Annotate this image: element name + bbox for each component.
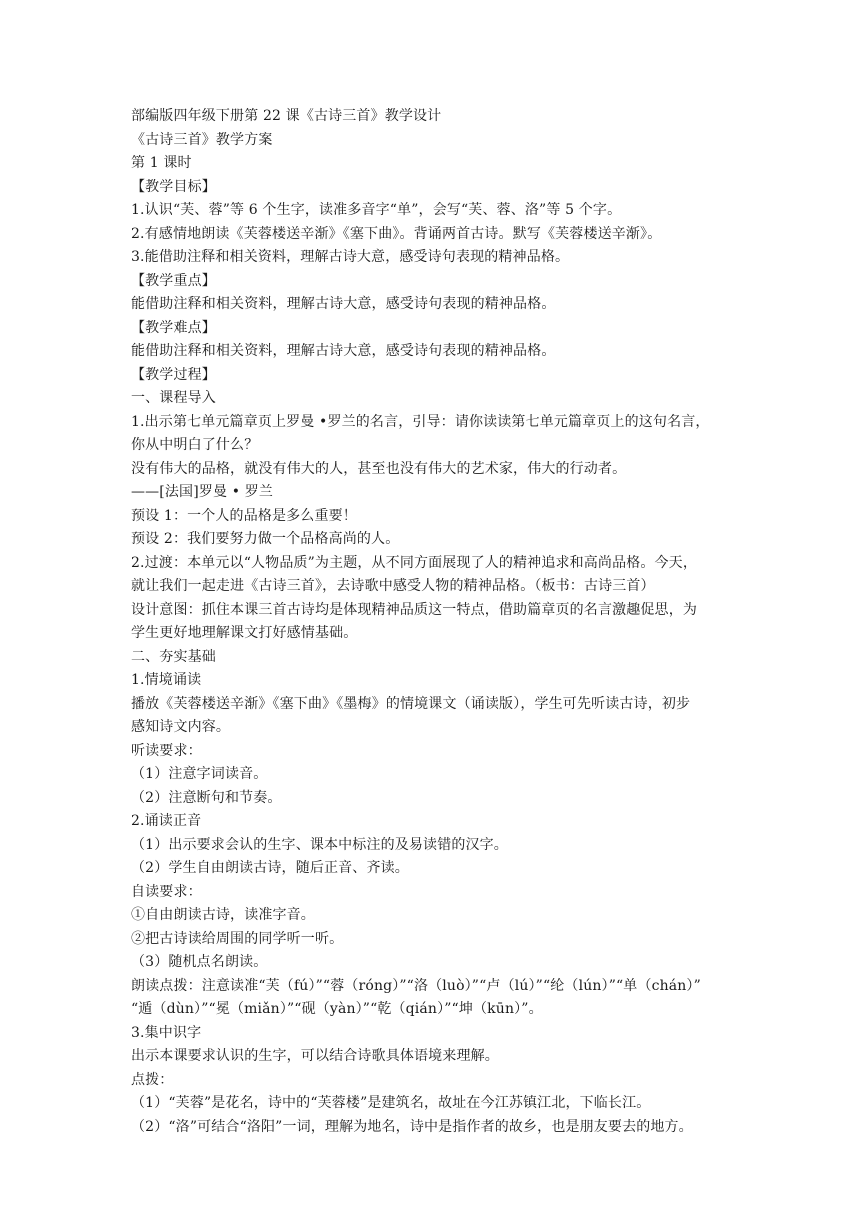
paragraph-line: 你从中明白了什么？ [131, 437, 259, 453]
list-item: （2）学生自由朗读古诗，随后正音、齐读。 [131, 860, 409, 876]
doc-title: 部编版四年级下册第 22 课《古诗三首》教学设计 [131, 108, 442, 124]
paragraph-line: 学生更好地理解课文打好感情基础。 [131, 625, 358, 641]
goal-item: 3.能借助注释和相关资料，理解古诗大意，感受诗句表现的精神品格。 [131, 249, 570, 265]
paragraph-line: “遁（dùn）”“冕（miǎn）”“砚（yàn）”“乾（qián）”“坤（kūn）”。 [131, 1001, 543, 1017]
lesson-period: 第 1 课时 [131, 155, 192, 171]
paragraph-line: 2.过渡：本单元以“人物品质”为主题，从不同方面展现了人的精神追求和高尚品格。今天， [131, 554, 697, 571]
paragraph-line: 朗读点拨：注意读准“芙（fú）”“蓉（róng）”“洛（luò）”“卢（lú）”“纶（lún）”“单（chán）” [131, 977, 701, 994]
list-item: （3）随机点名朗读。 [131, 954, 268, 970]
step-heading: 1.情境诵读 [131, 672, 202, 688]
paragraph-line: 感知诗文内容。 [131, 719, 231, 735]
subsection-heading-intro: 一、课程导入 [131, 390, 216, 406]
paragraph-line: 出示本课要求认识的生字，可以结合诗歌具体语境来理解。 [131, 1048, 499, 1064]
paragraph-line: 能借助注释和相关资料，理解古诗大意，感受诗句表现的精神品格。 [131, 296, 556, 312]
section-heading-difficulties: 【教学难点】 [131, 319, 216, 336]
goal-item: 2.有感情地朗读《芙蓉楼送辛渐》《塞下曲》。背诵两首古诗。默写《芙蓉楼送辛渐》。 [131, 225, 662, 242]
list-item: ①自由朗读古诗，读准字音。 [131, 907, 315, 923]
doc-subtitle: 《古诗三首》教学方案 [131, 131, 273, 148]
paragraph-line: 点拨： [131, 1071, 174, 1088]
list-item: （2）“洛”可结合“洛阳”一词，理解为地名，诗中是指作者的故乡，也是朋友要去的地方。 [131, 1118, 693, 1135]
paragraph-line: 自读要求： [131, 883, 202, 900]
quote-line: 没有伟大的品格，就没有伟大的人，甚至也没有伟大的艺术家，伟大的行动者。 [131, 460, 627, 477]
section-heading-process: 【教学过程】 [131, 366, 216, 383]
paragraph-line: 1.出示第七单元篇章页上罗曼 •罗兰的名言，引导：请你读读第七单元篇章页上的这句名言， [131, 413, 710, 430]
paragraph-line: 听读要求： [131, 742, 202, 759]
paragraph-line: 预设 1：一个人的品格是多么重要！ [131, 507, 357, 524]
step-heading: 3.集中识字 [131, 1024, 202, 1041]
list-item: ②把古诗读给周围的同学听一听。 [131, 930, 344, 947]
paragraph-line: 预设 2：我们要努力做一个品格高尚的人。 [131, 531, 400, 547]
quote-attribution: ——[法国]罗曼 • 罗兰 [131, 484, 274, 500]
list-item: （1）出示要求会认的生字、课本中标注的及易读错的汉字。 [131, 836, 508, 853]
paragraph-line: 设计意图：抓住本课三首古诗均是体现精神品质这一特点，借助篇章页的名言激趣促思，为 [131, 601, 697, 618]
paragraph-line: 就让我们一起走进《古诗三首》，去诗歌中感受人物的精神品格。（板书：古诗三首） [131, 578, 655, 594]
section-heading-goals: 【教学目标】 [131, 178, 216, 195]
paragraph-line: 能借助注释和相关资料，理解古诗大意，感受诗句表现的精神品格。 [131, 343, 556, 359]
section-heading-key-points: 【教学重点】 [131, 272, 216, 289]
list-item: （1）“芙蓉”是花名，诗中的“芙蓉楼”是建筑名，故址在今江苏镇江北，下临长江。 [131, 1095, 651, 1111]
list-item: （1）注意字词读音。 [131, 766, 268, 782]
step-heading: 2.诵读正音 [131, 813, 202, 829]
paragraph-line: 播放《芙蓉楼送辛渐》《塞下曲》《墨梅》的情境课文（诵读版），学生可先听读古诗，初步 [131, 695, 691, 712]
goal-item: 1.认识“芙、蓉”等 6 个生字，读准多音字“单”，会写“芙、蓉、洛”等 5 个字。 [131, 202, 622, 218]
list-item: （2）注意断句和节奏。 [131, 789, 282, 806]
document-page [131, 105, 736, 1139]
subsection-heading-basics: 二、夯实基础 [131, 648, 216, 665]
